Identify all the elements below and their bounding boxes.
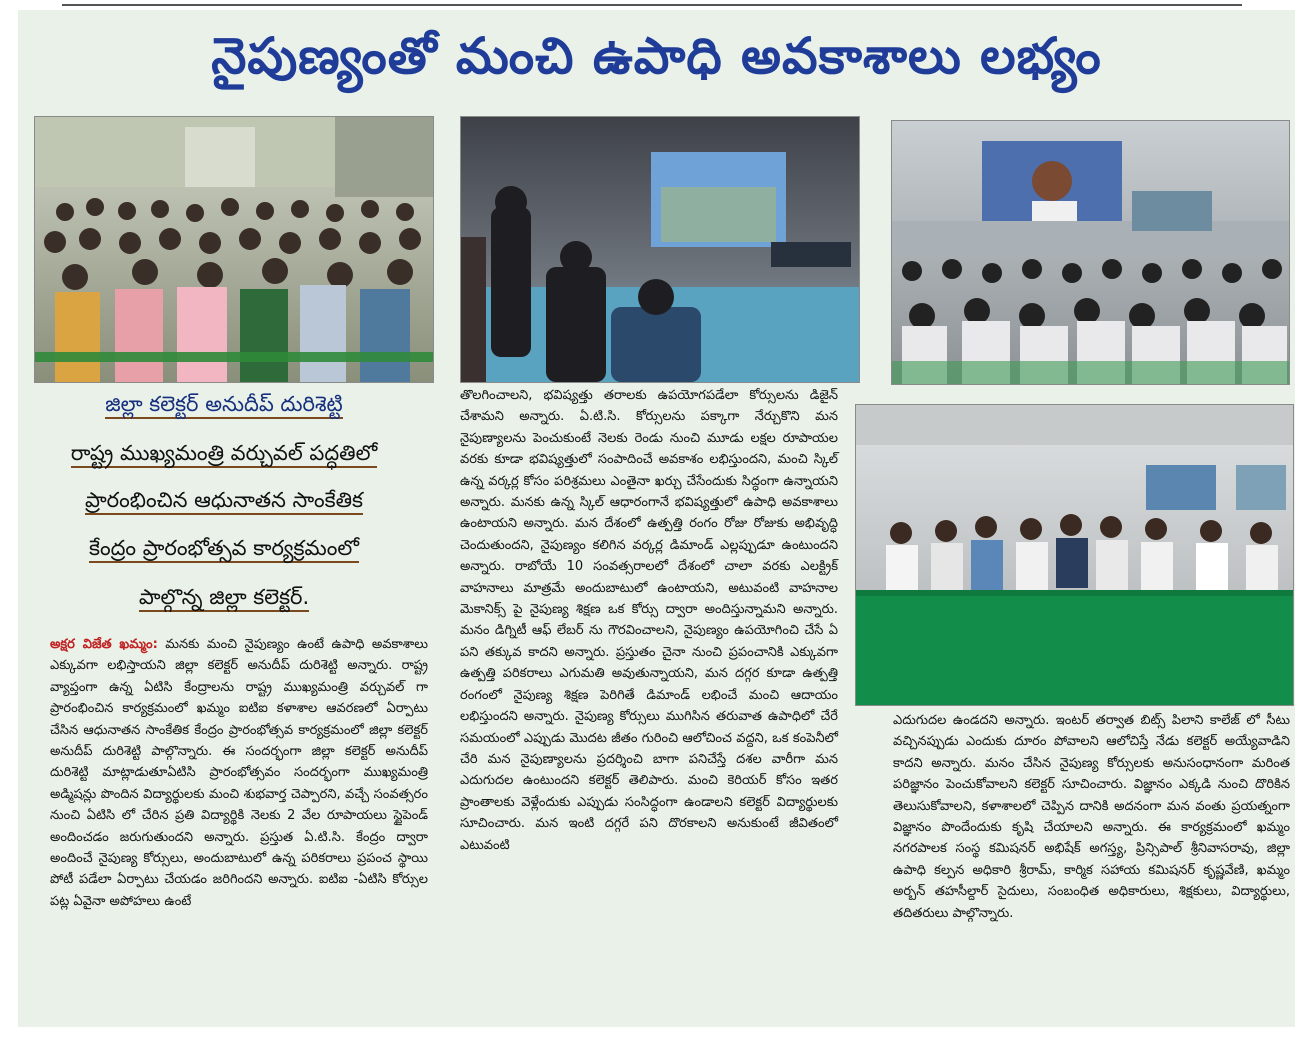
caption-line-4: పాల్గొన్న జిల్లా కలెక్టర్. [18, 585, 430, 609]
article-text-3: ఎదుగుదల ఉండదని అన్నారు. ఇంటర్ తర్వాత బిట్స్ పిలాని కాలేజ్ లో సీటు వచ్చినప్పుడు ఎందుకు దూరం పోవాలని ఆలోచిస్తే నేడు కలెక్టర్ అయ్యేవాడిని కాదని అన్నారు. మనం చేసిన నైపుణ్య కోర్సులకు అనుసంధానంగా మరింత పరిజ్ఞానం పెంచుకోవాలని కలెక్టర్ సూచించారు. విజ్ఞానం ఎక్కడి నుంచి దొరికిన తెలుసుకోవాలని, కళాశాలలో చెప్పిన దానికి అదనంగా మన వంతు ప్రయత్నంగా విజ్ఞానం పొందేందుకు కృషి చేయాలని అన్నారు. ఈ కార్యక్రమంలో ఖమ్మం నగరపాలక సంస్థ కమిషనర్ అభిషేక్ అగస్త్య, ప్రిన్సిపాల్ శ్రీనివాసరావు, జిల్లా ఉపాధి కల్పన అధికారి శ్రీరామ్, కార్మిక సహాయ కమిషనర్ కృష్ణవేణి, ఖమ్మం అర్బన్ తహసీల్దార్ సైదులు, సంబంధిత అధికారులు, శిక్షకులు, విద్యార్థులు, తదితరులు పాల్గొన్నారు. [893, 713, 1290, 921]
caption-line-3: కేంద్రం ప్రారంభోత్సవ కార్యక్రమంలో [18, 536, 430, 560]
article-column-1 [50, 634, 428, 912]
article-column-3 [893, 710, 1290, 924]
article-column-2 [460, 385, 838, 856]
audience-photo [34, 116, 434, 383]
article-lead: అక్షర విజేత ఖమ్మం: [50, 637, 158, 652]
caption-line-2: ప్రారంభించిన ఆధునాతన సాంకేతిక [18, 488, 430, 512]
stage-photo [855, 404, 1294, 706]
article-text-2: తొలగించాలని, భవిష్యత్తు తరాలకు ఉపయోగపడేలా కోర్సులను డిజైన్ చేశామని అన్నారు. ఏ.టి.సి. కోర్సులను పక్కాగా నేర్చుకొని మన నైపుణ్యాలను పెంచుకుంటే నెలకు రెండు నుంచి మూడు లక్షల రూపాయల వరకు కూడా భవిష్యత్తులో సంపాదించే అవకాశం లభిస్తుందని, మంచి స్కిల్ ఉన్న వర్కర్ల కోసం పరిశ్రమలు ఎంతైనా ఖర్చు చేసేందుకు సిద్ధంగా ఉన్నాయని అన్నారు. మనకు ఉన్న స్కిల్ ఆధారంగానే భవిష్యత్తులో ఉపాధి అవకాశాలు ఉంటాయని అన్నారు. మన దేశంలో ఉత్పత్తి రంగం రోజు రోజుకు అభివృద్ధి చెందుతుందని, నైపుణ్యం కలిగిన వర్కర్ల డిమాండ్ ఎల్లప్పుడూ ఉంటుందని అన్నారు. రాబోయే 10 సంవత్సరాలలో దేశంలో చాలా వరకు ఎలక్ట్రిక్ వాహనాలు మాత్రమే అందుబాటులో ఉంటాయని, అటువంటి వాహనాల మెకానిక్స్ పై నైపుణ్య శిక్షణ ఒక కోర్సు ద్వారా అందిస్తున్నామని అన్నారు. మనం డిగ్నిటీ ఆఫ్ లేబర్ ను గౌరవించాలని, నైపుణ్యం ఉపయోగించి చేసే ఏ పని తక్కువ కాదని అన్నారు. ప్రస్తుతం చైనా నుంచి ప్రపంచానికి ఎక్కువగా ఉత్పత్తి పరికరాలు ఎగుమతి అవుతున్నాయని, మన దగ్గర కూడా ఉత్పత్తి రంగంలో నైపుణ్య శిక్షణ పెరిగితే డిమాండ్ లభించే మంచి ఆదాయం లభిస్తుందని అన్నారు. నైపుణ్య కోర్సులు ముగిసిన తరువాత ఉపాధిలో చేరే సమయంలో ఎప్పుడు మొదట జీతం గురించి ఆలోచించ వద్దని, ఒక కంపెనీలో చేరి మన నైపుణ్యాలను ప్రదర్శించి బాగా పనిచేస్తే దశల వారీగా మన ఎదుగుదల ఉంటుందని కలెక్టర్ తెలిపారు. మంచి కెరియర్ కోసం ఇతర ప్రాంతాలకు వెళ్లేందుకు ఎప్పుడు సంసిద్ధంగా ఉండాలని కలెక్టర్ విద్యార్థులకు సూచించారు. మన ఇంటి దగ్గరే పని దొరకాలని అనుకుంటే జీవితంలో ఎటువంటి [460, 388, 838, 853]
caption-line-1: రాష్ట్ర ముఖ్యమంత్రి వర్చువల్ పద్ధతిలో [18, 441, 430, 465]
top-rule [62, 4, 1242, 6]
headline: నైపుణ్యంతో మంచి ఉపాధి అవకాశాలు లభ్యం [211, 26, 1102, 85]
article-text-1: మనకు మంచి నైపుణ్యం ఉంటే ఉపాధి అవకాశాలు ఎక్కువగా లభిస్తాయని జిల్లా కలెక్టర్ అనుదీప్ దురిశెట్టి అన్నారు. రాష్ట్ర వ్యాప్తంగా ఉన్న ఏటిసి కేంద్రాలను రాష్ట్ర ముఖ్యమంత్రి వర్చువల్ గా ప్రారంభించిన కార్యక్రమంలో ఖమ్మం ఐటిఐ కళాశాల ఆవరణలో ఏర్పాటు చేసిన ఆధునాతన సాంకేతిక కేంద్రం ప్రారంభోత్సవ కార్యక్రమంలో జిల్లా కలెక్టర్ అనుదీప్ దురిశెట్టి పాల్గొన్నారు. ఈ సందర్భంగా జిల్లా కలెక్టర్ అనుదీప్ దురిశెట్టి మాట్లాడుతూఏటిసి ప్రారంభోత్సవం సందర్భంగా ముఖ్యమంత్రి అడ్మిషన్లు పొందిన విద్యార్థులకు మంచి శుభవార్త చెప్పారని, వచ్చే సంవత్సరం నుంచి ఏటిసి లో చేరిన ప్రతి విద్యార్థికి నెలకు 2 వేల రూపాయలు స్టైపెండ్ అందించడం జరుగుతుందని అన్నారు. ప్రస్తుత ఏ.టి.సి. కేంద్రం ద్వారా అందించే నైపుణ్య కోర్సులు, అందుబాటులో ఉన్న పరికరాలు ప్రపంచ స్థాయి పోటీ పడేలా ఏర్పాటు చేయడం జరిగిందని అన్నారు. ఐటిఐ -ఏటిసి కోర్సుల పట్ల ఏవైనా అపోహలు ఉంటే [50, 637, 428, 909]
caption-name: జిల్లా కలెక్టర్ అనుదీప్ దురిశెట్టి [18, 392, 430, 416]
hall-photo [891, 120, 1290, 385]
screen-photo [460, 116, 860, 383]
